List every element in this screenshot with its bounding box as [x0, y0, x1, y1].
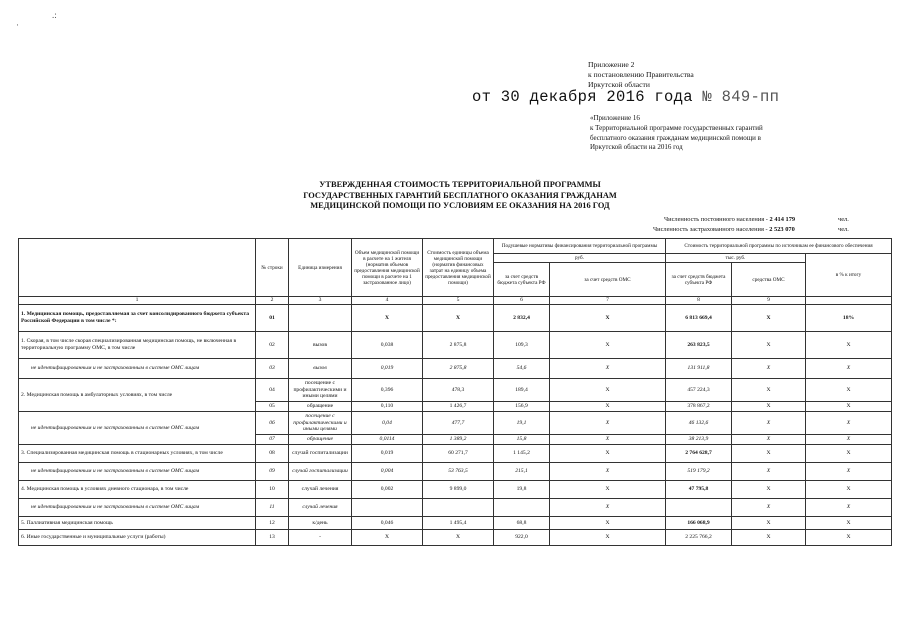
row-total-oms: X: [732, 435, 806, 445]
header-thous-rub: тыс. руб.: [666, 254, 806, 263]
row-total-oms: X: [732, 481, 806, 499]
row-volume: [352, 499, 423, 517]
row-unit-cost: 2 875,8: [423, 332, 494, 359]
scan-speck: .:: [52, 10, 57, 20]
row-unit: случай госпитализации: [289, 463, 352, 481]
header-oms: за счет средств ОМС: [550, 263, 666, 297]
table-row: [19, 379, 892, 402]
row-total-budget: 263 823,5: [666, 332, 732, 359]
appendix-16-header: [590, 114, 890, 153]
row-total-oms: X: [732, 530, 806, 546]
header-name: [19, 239, 256, 297]
row-budget: 68,8: [494, 517, 550, 530]
population-value: 2 523 070: [769, 226, 795, 233]
row-total-oms: X: [732, 499, 806, 517]
table-row: [19, 530, 892, 546]
row-name: не идентифицированным и не застрахованным в системе ОМС лицам: [19, 359, 256, 379]
header-per-capita: Подушевые нормативы финансирования территориальной программы: [494, 239, 666, 254]
table-row: [19, 481, 892, 499]
row-total-oms: X: [732, 359, 806, 379]
row-volume: 0,019: [352, 445, 423, 463]
row-percent: 18%: [806, 305, 892, 332]
row-volume: X: [352, 305, 423, 332]
row-percent: X: [806, 481, 892, 499]
column-number: 7: [550, 297, 666, 305]
row-unit-cost: X: [423, 305, 494, 332]
row-percent: X: [806, 445, 892, 463]
row-budget: [494, 499, 550, 517]
row-volume: 0,396: [352, 379, 423, 402]
row-total-budget: 457 224,3: [666, 379, 732, 402]
resolution-date-stamp: [472, 88, 779, 106]
row-name: 3. Специализированная медицинская помощь в стационарных условиях, в том числе: [19, 445, 256, 463]
row-budget: 156,9: [494, 402, 550, 412]
row-unit: обращение: [289, 402, 352, 412]
appendix-line: «Приложение 16: [590, 114, 640, 122]
header-budget-total: за счет средств бюджета субъекта РФ: [666, 263, 732, 297]
row-volume: 0,004: [352, 463, 423, 481]
row-total-budget: 378 867,2: [666, 402, 732, 412]
column-number: 4: [352, 297, 423, 305]
row-volume: 0,0114: [352, 435, 423, 445]
row-percent: X: [806, 412, 892, 435]
population-label: Численность застрахованного населения -: [653, 226, 768, 233]
row-name: 6. Иные государственные и муниципальные услуги (работы): [19, 530, 256, 546]
row-oms: X: [550, 481, 666, 499]
row-unit: случай госпитализации: [289, 445, 352, 463]
table-row: [19, 445, 892, 463]
row-unit-cost: 53 763,5: [423, 463, 494, 481]
row-percent: X: [806, 379, 892, 402]
column-number: 6: [494, 297, 550, 305]
header-percent: в % к итогу: [806, 254, 892, 297]
column-number: [806, 297, 892, 305]
row-oms: X: [550, 463, 666, 481]
header-oms-total: средства ОМС: [732, 263, 806, 297]
row-total-oms: X: [732, 412, 806, 435]
row-unit-cost: 1 389,2: [423, 435, 494, 445]
row-percent: X: [806, 332, 892, 359]
row-percent: X: [806, 499, 892, 517]
row-volume: 0,038: [352, 332, 423, 359]
header-unit-cost: Стоимость единицы объема медицинской помощи (норматив финансовых затрат на единицу объема предоставления медицинской помощи): [423, 239, 494, 297]
row-oms: X: [550, 530, 666, 546]
row-number: 04: [256, 379, 289, 402]
row-volume: X: [352, 530, 423, 546]
row-unit: посещение с профилактическими и иными целями: [289, 412, 352, 435]
row-budget: 1 145,2: [494, 445, 550, 463]
table-row: [19, 463, 892, 481]
row-unit: [289, 305, 352, 332]
row-oms: X: [550, 332, 666, 359]
row-total-oms: X: [732, 379, 806, 402]
row-unit-cost: 1 426,7: [423, 402, 494, 412]
row-name: 5. Паллиативная медицинская помощь: [19, 517, 256, 530]
population-unit: чел.: [838, 216, 849, 223]
row-volume: 0,046: [352, 517, 423, 530]
row-volume: 0,019: [352, 359, 423, 379]
row-name: 2. Медицинская помощь в амбулаторных условиях, в том числе: [19, 379, 256, 412]
row-budget: 19,8: [494, 481, 550, 499]
row-name: 4. Медицинская помощь в условиях дневного стационара, в том числе: [19, 481, 256, 499]
column-number: 9: [732, 297, 806, 305]
row-unit-cost: 477,7: [423, 412, 494, 435]
resolution-number: № 849-пп: [702, 88, 780, 106]
column-number: 2: [256, 297, 289, 305]
row-unit: -: [289, 530, 352, 546]
row-name: 1. Скорая, в том числе скорая специализированная медицинская помощь, не включенная в территориальную программу ОМС, в том числе: [19, 332, 256, 359]
row-number: 11: [256, 499, 289, 517]
row-percent: X: [806, 530, 892, 546]
row-percent: X: [806, 402, 892, 412]
row-percent: X: [806, 359, 892, 379]
row-unit: обращение: [289, 435, 352, 445]
document-title: [240, 180, 680, 212]
row-total-oms: X: [732, 402, 806, 412]
header-volume: Объем медицинской помощи в расчете на 1 жителя (норматив объемов предоставления медицинской помощи в расчете на 1 застрахованное лицо): [352, 239, 423, 297]
row-oms: X: [550, 499, 666, 517]
appendix-line: Иркутской области: [588, 80, 650, 90]
row-unit: вызов: [289, 359, 352, 379]
row-number: 10: [256, 481, 289, 499]
row-oms: X: [550, 379, 666, 402]
appendix-header: [588, 60, 694, 91]
row-total-budget: 131 911,8: [666, 359, 732, 379]
row-number: 05: [256, 402, 289, 412]
row-unit-cost: 478,3: [423, 379, 494, 402]
header-budget: за счет средств бюджета субъекта РФ: [494, 263, 550, 297]
row-unit-cost: 9 899,0: [423, 481, 494, 499]
row-percent: X: [806, 517, 892, 530]
title-line: МЕДИЦИНСКОЙ ПОМОЩИ ПО УСЛОВИЯМ ЕЕ ОКАЗАНИЯ НА 2016 ГОД: [310, 201, 610, 210]
row-total-budget: 2 764 628,7: [666, 445, 732, 463]
row-unit-cost: [423, 499, 494, 517]
table-row: [19, 517, 892, 530]
row-total-budget: 6 813 669,4: [666, 305, 732, 332]
appendix-line: Иркутской области на 2016 год: [590, 143, 683, 152]
row-number: 06: [256, 412, 289, 435]
row-total-oms: X: [732, 305, 806, 332]
appendix-line: к Территориальной программе государственных гарантий: [590, 123, 763, 132]
row-total-oms: X: [732, 445, 806, 463]
row-number: 01: [256, 305, 289, 332]
row-volume: 0,110: [352, 402, 423, 412]
row-number: 13: [256, 530, 289, 546]
column-number: 5: [423, 297, 494, 305]
row-budget: 15,8: [494, 435, 550, 445]
column-number: 1: [19, 297, 256, 305]
row-total-oms: X: [732, 517, 806, 530]
population-label: Численность постоянного населения -: [664, 216, 768, 223]
row-budget: 109,3: [494, 332, 550, 359]
row-oms: X: [550, 305, 666, 332]
row-budget: 922,0: [494, 530, 550, 546]
appendix-line: бесплатного оказания гражданам медицинской помощи в: [590, 133, 761, 142]
table-row: [19, 305, 892, 332]
title-line: УТВЕРЖДЕННАЯ СТОИМОСТЬ ТЕРРИТОРИАЛЬНОЙ ПРОГРАММЫ: [319, 180, 601, 189]
population-unit: чел.: [838, 226, 849, 233]
row-total-budget: 47 795,8: [666, 481, 732, 499]
row-number: 07: [256, 435, 289, 445]
row-budget: 2 832,4: [494, 305, 550, 332]
row-total-budget: 166 068,9: [666, 517, 732, 530]
scan-speck: ·: [16, 20, 19, 30]
row-volume: 0,002: [352, 481, 423, 499]
title-line: ГОСУДАРСТВЕННЫХ ГАРАНТИЙ БЕСПЛАТНОГО ОКАЗАНИЯ ГРАЖДАНАМ: [303, 190, 617, 200]
row-name: не идентифицированным и не застрахованным в системе ОМС лицам: [19, 412, 256, 445]
header-unit: Единица измерения: [289, 239, 352, 297]
row-budget: 189,4: [494, 379, 550, 402]
row-oms: X: [550, 412, 666, 435]
table-row: [19, 332, 892, 359]
appendix-line: Приложение 2: [588, 60, 635, 69]
population-value: 2 414 179: [769, 216, 796, 223]
row-oms: X: [550, 517, 666, 530]
row-name: не идентифицированным и не застрахованным в системе ОМС лицам: [19, 463, 256, 481]
row-number: 09: [256, 463, 289, 481]
appendix-line: к постановлению Правительства: [588, 70, 694, 80]
row-total-budget: 46 132,6: [666, 412, 732, 435]
row-volume: 0,04: [352, 412, 423, 435]
resolution-date: от 30 декабря 2016 года: [472, 88, 693, 106]
row-number: 02: [256, 332, 289, 359]
header-rub: руб.: [494, 254, 666, 263]
insured-population: [653, 226, 795, 233]
row-number: 03: [256, 359, 289, 379]
row-unit-cost: 2 875,8: [423, 359, 494, 379]
row-oms: X: [550, 435, 666, 445]
row-unit: вызов: [289, 332, 352, 359]
table-row: [19, 359, 892, 379]
permanent-population: [664, 216, 795, 223]
row-budget: 215,1: [494, 463, 550, 481]
program-cost-table: [18, 238, 892, 546]
header-row-number: № строки: [256, 239, 289, 297]
row-budget: 54,6: [494, 359, 550, 379]
row-number: 12: [256, 517, 289, 530]
row-name: не идентифицированным и не застрахованным в системе ОМС лицам: [19, 499, 256, 517]
row-unit: случай лечения: [289, 499, 352, 517]
column-number-row: [19, 297, 892, 305]
row-total-budget: [666, 499, 732, 517]
row-percent: X: [806, 435, 892, 445]
table-row: [19, 412, 892, 435]
row-unit-cost: 1 495,4: [423, 517, 494, 530]
row-oms: X: [550, 402, 666, 412]
row-oms: X: [550, 445, 666, 463]
row-total-oms: X: [732, 463, 806, 481]
row-unit-cost: 60 271,7: [423, 445, 494, 463]
row-unit-cost: X: [423, 530, 494, 546]
row-unit: случай лечения: [289, 481, 352, 499]
row-unit: к/день: [289, 517, 352, 530]
column-number: 3: [289, 297, 352, 305]
header-total-cost: Стоимость территориальной программы по источникам ее финансового обеспечения: [666, 239, 892, 254]
row-number: 08: [256, 445, 289, 463]
row-oms: X: [550, 359, 666, 379]
row-total-budget: 519 179,2: [666, 463, 732, 481]
row-total-budget: 38 213,9: [666, 435, 732, 445]
column-number: 8: [666, 297, 732, 305]
row-percent: X: [806, 463, 892, 481]
table-row: [19, 499, 892, 517]
row-total-oms: X: [732, 332, 806, 359]
row-budget: 19,1: [494, 412, 550, 435]
row-unit: посещение с профилактическими и иными целями: [289, 379, 352, 402]
row-name: 1. Медицинская помощь, предоставляемая за счет консолидированного бюджета субъекта Российской Федерации в том числе *:: [19, 305, 256, 332]
row-total-budget: 2 225 766,2: [666, 530, 732, 546]
